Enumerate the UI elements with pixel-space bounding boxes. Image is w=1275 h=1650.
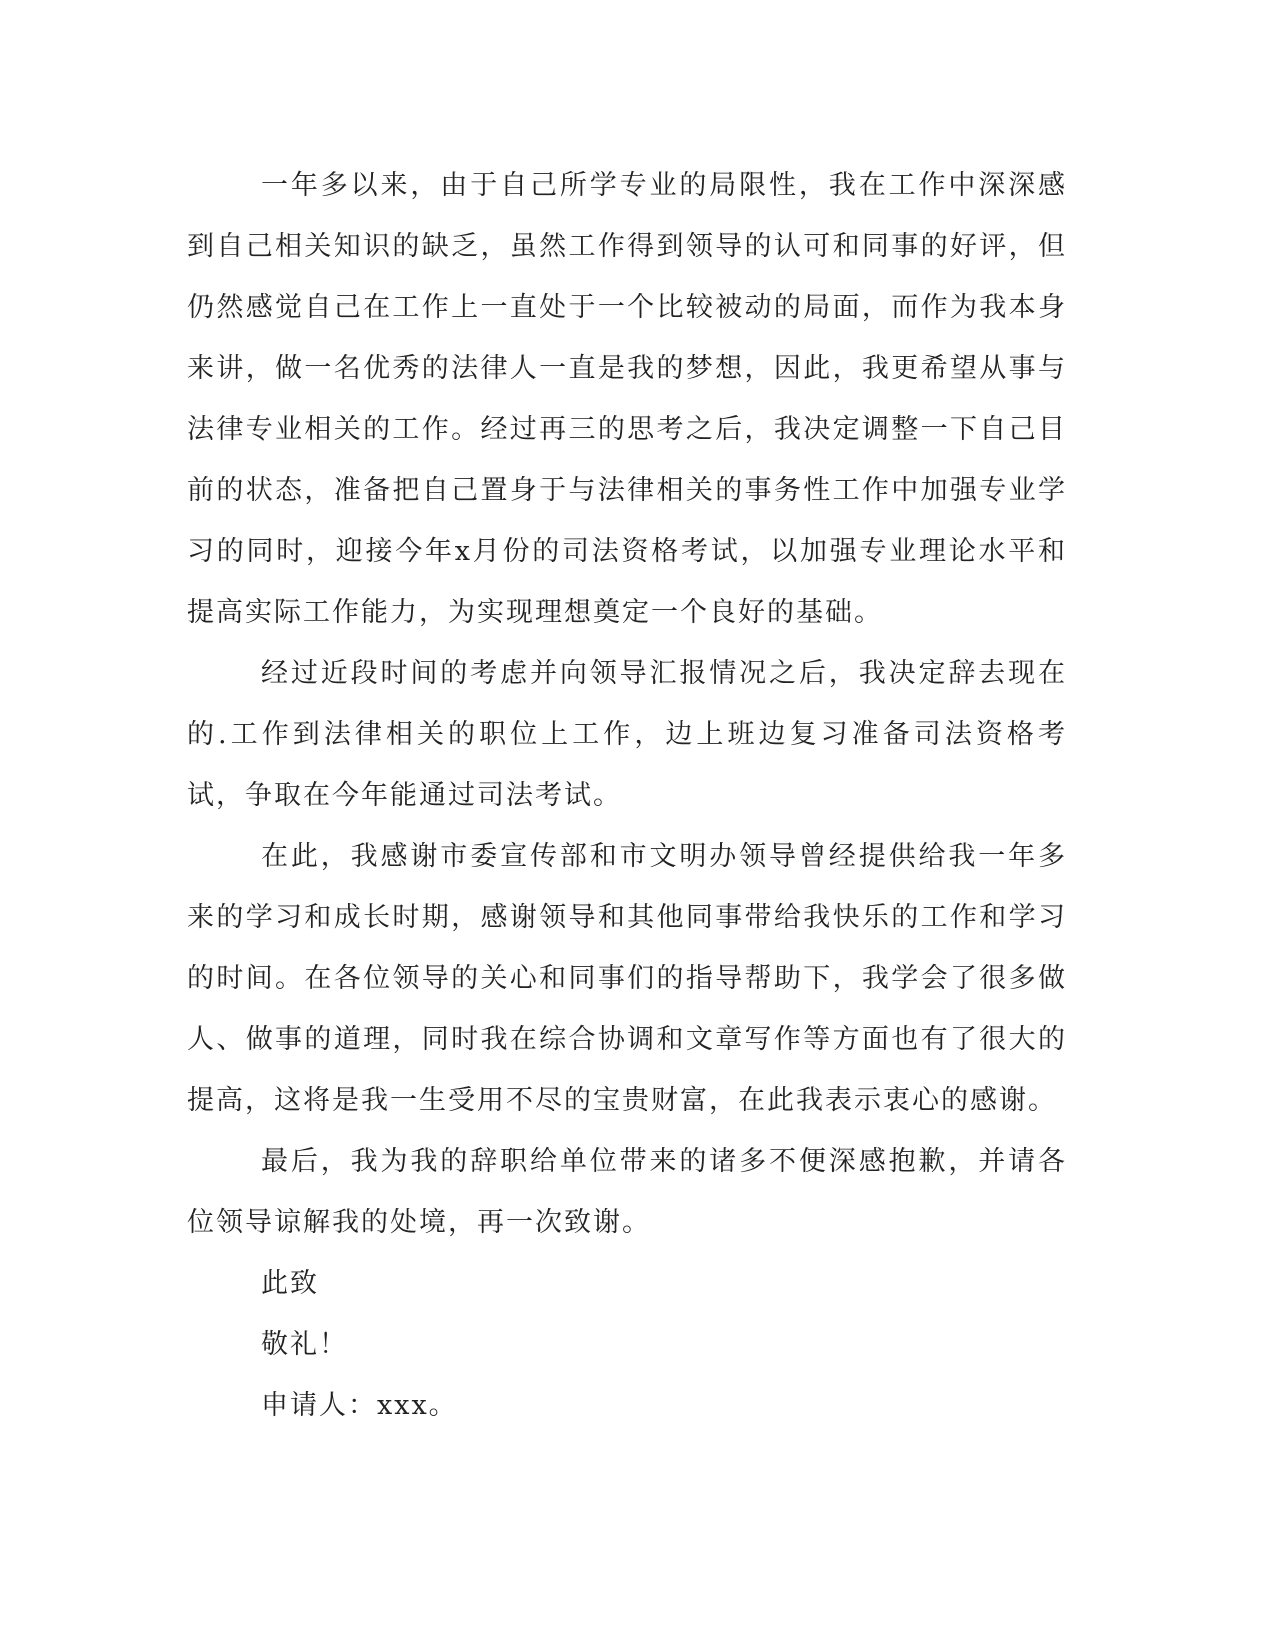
paragraph: 一年多以来，由于自己所学专业的局限性，我在工作中深深感到自己相关知识的缺乏，虽然工作得到领导的认可和同事的好评，但仍然感觉自己在工作上一直处于一个比较被动的局面，而作为我本身来讲，做一名优秀的法律人一直是我的梦想，因此，我更希望从事与法律专业相关的工作。经过再三的思考之后，我决定调整一下自己目前的状态，准备把自己置身于与法律相关的事务性工作中加强专业学习的同时，迎接今年x月份的司法资格考试，以加强专业理论水平和提高实际工作能力，为实现理想奠定一个良好的基础。 (187, 170, 1067, 628)
letter-body (187, 155, 1067, 1436)
closing-regards: 敬礼！ (261, 1329, 348, 1360)
paragraph: 在此，我感谢市委宣传部和市文明办领导曾经提供给我一年多来的学习和成长时期，感谢领导和其他同事带给我快乐的工作和学习的时间。在各位领导的关心和同事们的指导帮助下，我学会了很多做人、做事的道理，同时我在综合协调和文章写作等方面也有了很大的提高，这将是我一生受用不尽的宝贵财富，在此我表示衷心的感谢。 (187, 841, 1067, 1116)
closing-salutation: 此致 (261, 1268, 319, 1299)
applicant-signature: 申请人：xxx。 (261, 1390, 458, 1421)
paragraph: 最后，我为我的辞职给单位带来的诸多不便深感抱歉，并请各位领导谅解我的处境，再一次致谢。 (187, 1146, 1067, 1238)
paragraph: 经过近段时间的考虑并向领导汇报情况之后，我决定辞去现在的.工作到法律相关的职位上工作，边上班边复习准备司法资格考试，争取在今年能通过司法考试。 (187, 658, 1067, 811)
